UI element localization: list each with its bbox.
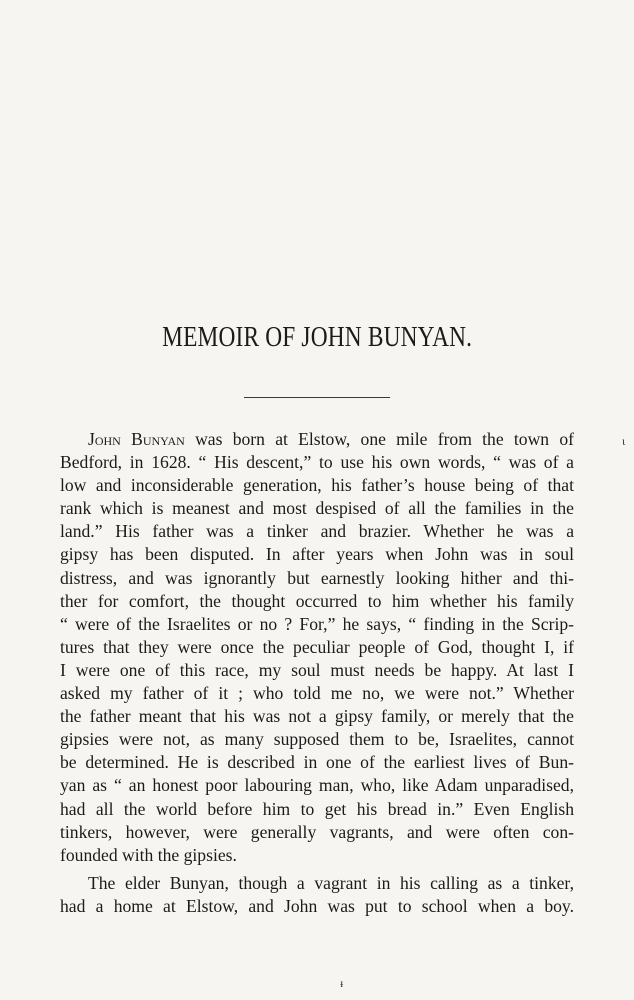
author-name-smallcaps: John Bunyan: [88, 429, 185, 449]
paragraph-line: yan as “ an honest poor labouring man, who, like Adam unparadised,: [60, 775, 574, 796]
paragraph-line: rank which is meanest and most despised of all the families in the: [60, 498, 574, 519]
title-divider-rule: [244, 397, 390, 398]
page-title: MEMOIR OF JOHN BUNYAN.: [162, 322, 473, 353]
paragraph-line: “ were of the Israelites or no ? For,” he says, “ finding in the Scrip-: [60, 613, 574, 634]
paragraph-line: tures that they were once the peculiar people of God, thought I, if: [60, 636, 574, 657]
paragraph-line: low and inconsiderable generation, his father’s house being of that: [60, 475, 574, 496]
paragraph-line: be determined. He is described in one of the earliest lives of Bun-: [60, 752, 574, 773]
bottom-mark: ᵻ: [340, 976, 344, 990]
paragraph-line: I were one of this race, my soul must needs be happy. At last I: [60, 659, 574, 680]
memoir-body-text: [60, 428, 574, 918]
paragraph-line: distress, and was ignorantly but earnestly looking hither and thi-: [60, 567, 574, 588]
paragraph-line: gipsies were not, as many supposed them to be, Israelites, cannot: [60, 729, 574, 750]
paragraph-line: gipsy has been disputed. In after years when John was in soul: [60, 544, 574, 565]
paragraph-line: ther for comfort, the thought occurred to him whether his family: [60, 590, 574, 611]
paragraph-line: asked my father of it ; who told me no, we were not.” Whether: [60, 683, 574, 704]
paragraph-line: land.” His father was a tinker and brazier. Whether he was a: [60, 521, 574, 542]
paragraph-line: Bedford, in 1628. “ His descent,” to use his own words, “ was of a: [60, 452, 574, 473]
margin-mark: ι: [622, 434, 626, 448]
paragraph-line: had a home at Elstow, and John was put to school when a boy.: [60, 895, 574, 916]
paragraph-line: The elder Bunyan, though a vagrant in his calling as a tinker,: [88, 872, 574, 893]
paragraph-line: founded with the gipsies.: [60, 844, 237, 865]
paragraph-line: John Bunyan was born at Elstow, one mile from the town of: [88, 429, 574, 449]
paragraph-line: tinkers, however, were generally vagrants, and were often con-: [60, 821, 574, 842]
paragraph-line: had all the world before him to get his bread in.” Even English: [60, 798, 574, 819]
paragraph-line: the father meant that his was not a gipsy family, or merely that the: [60, 706, 574, 727]
